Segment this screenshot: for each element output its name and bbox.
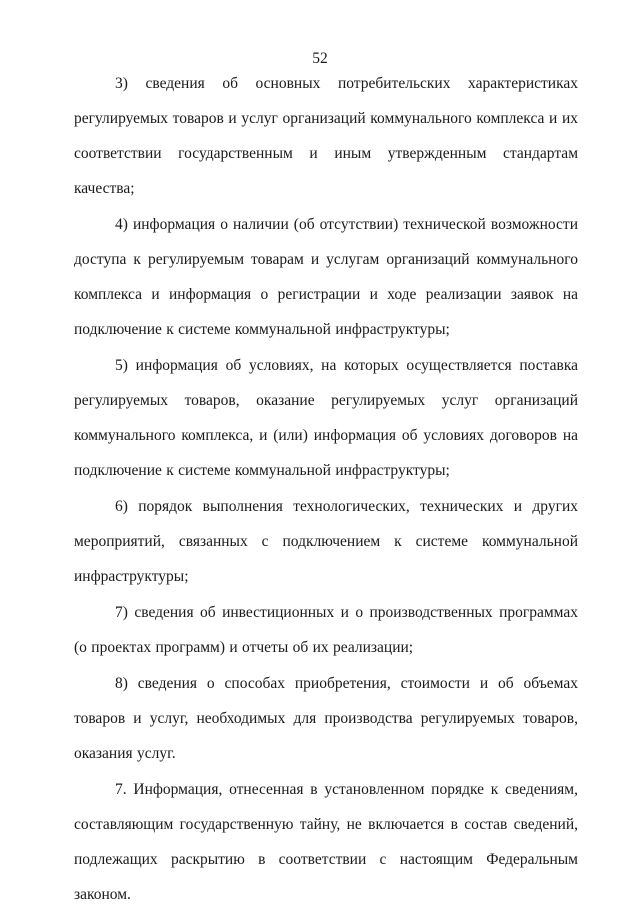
paragraph-item-4: 4) информация о наличии (об отсутствии) технической возможности доступа к регулируемым товарам и услугам организаций коммунального комплекса и информация о регистрации и ходе реализации заявок на подключение к системе коммунальной инфраструктуры; [74,216,578,338]
paragraph-item-6: 6) порядок выполнения технологических, технических и других мероприятий, связанных с подключением к системе коммунальной инфраструктуры; [74,498,578,585]
paragraph-item-8: 8) сведения о способах приобретения, стоимости и об объемах товаров и услуг, необходимых для производства регулируемых товаров, оказания услуг. [74,675,578,762]
paragraph-item-5: 5) информация об условиях, на которых осуществляется поставка регулируемых товаров, оказание регулируемых услуг организаций коммунального комплекса, и (или) информация об условиях договоров на подключение к системе коммунальной инфраструктуры; [74,357,578,479]
paragraph-item-7: 7) сведения об инвестиционных и о производственных программах (о проектах программ) и отчеты об их реализации; [74,604,578,656]
page-number: 52 [312,50,328,67]
document-body [74,66,578,912]
paragraph-section-7: 7. Информация, отнесенная в установленном порядке к сведениям, составляющим государственную тайну, не включается в состав сведений, подлежащих раскрытию в соответствии с настоящим Федеральным законом. [74,781,578,903]
paragraph-item-3: 3) сведения об основных потребительских характеристиках регулируемых товаров и услуг организаций коммунального комплекса и их соответствии государственным и иным утвержденным стандартам качества; [74,75,578,197]
